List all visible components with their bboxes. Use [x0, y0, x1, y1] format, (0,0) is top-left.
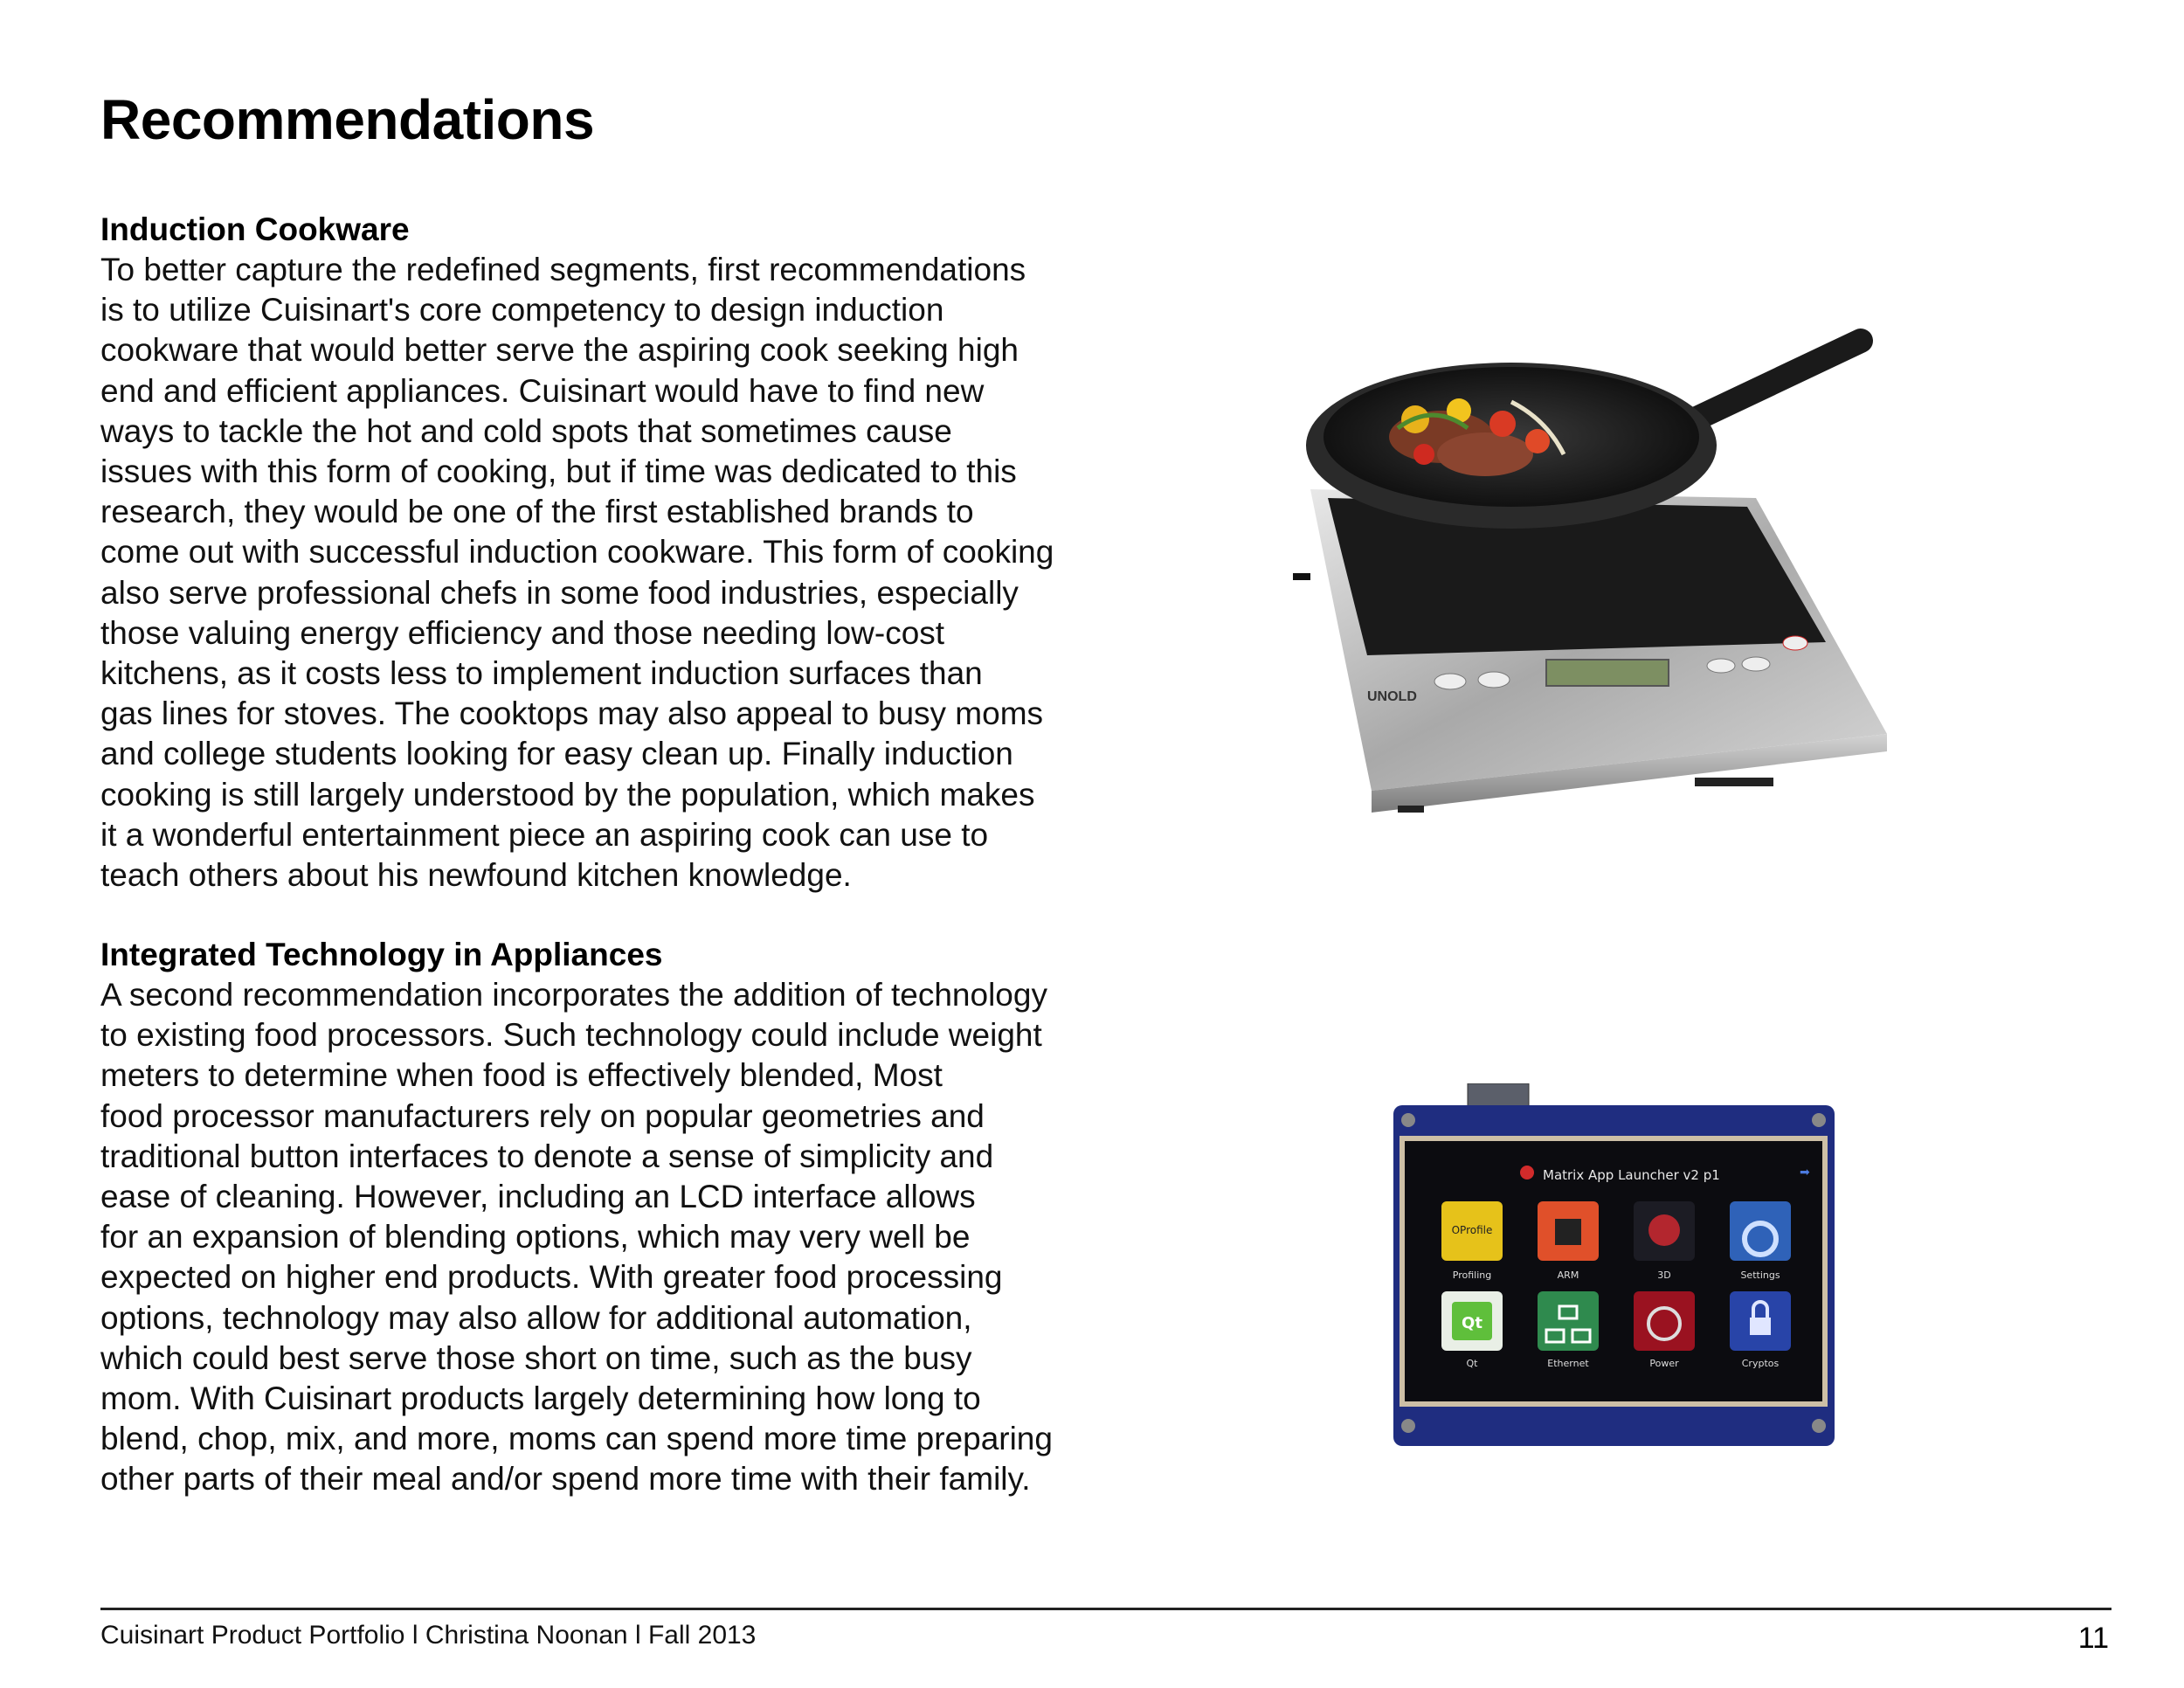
svg-text:3D: 3D [1657, 1269, 1671, 1281]
svg-text:Profiling: Profiling [1452, 1269, 1492, 1281]
svg-text:Qt: Qt [1462, 1314, 1482, 1332]
section-heading: Induction Cookware [100, 211, 410, 247]
section-body: To better capture the redefined segments, first recommendations is to utilize Cuisinart's core competency to design induction cookware that would better serve the aspiring cook seeking high end and efficient appliances. Cuisinart would have to find new ways to tackle the hot and cold spots that sometimes cause issues with this form of cooking, but if time was dedicated to this research, they would be one of the first established brands to come out with successful induction cookware. This form of cooking also serve professional chefs in some food industries, especially those valuing energy efficiency and those needing low-cost kitchens, as it costs less to implement induction surfaces than gas lines for stoves. The cooktops may also appeal to busy moms and college students looking for easy clean up. Finally induction cooking is still largely understood by the population, which makes it a wonderful entertainment piece an aspiring cook can use to teach others about his newfound kitchen knowledge. [100, 252, 1054, 894]
svg-text:Settings: Settings [1740, 1269, 1780, 1281]
page-title: Recommendations [100, 88, 595, 151]
app-launcher-title: Matrix App Launcher v2 p1 [1543, 1167, 1720, 1183]
svg-text:Ethernet: Ethernet [1547, 1358, 1589, 1369]
section-heading: Integrated Technology in Appliances [100, 937, 663, 972]
section-induction-cookware [100, 210, 1131, 896]
svg-text:➡: ➡ [1800, 1166, 1810, 1180]
svg-text:Cryptos: Cryptos [1741, 1358, 1780, 1369]
footer-divider [100, 1608, 2111, 1610]
svg-text:OProfile: OProfile [1451, 1224, 1493, 1236]
induction-cooktop-image [1284, 323, 1913, 813]
svg-text:Power: Power [1649, 1358, 1679, 1369]
section-integrated-technology [100, 935, 1131, 1500]
svg-text:ARM: ARM [1557, 1269, 1579, 1281]
page-number: 11 [2077, 1622, 2109, 1655]
cooktop-brand-label: UNOLD [1367, 689, 1417, 704]
section-body: A second recommendation incorporates the addition of technology to existing food processors. Such technology could include weight meters to determine when food is effectively blended, Most food processor manufacturers rely on popular geometries and traditional button interfaces to denote a sense of simplicity and ease of cleaning. However, including an LCD interface allows for an expansion of blending options, which may very well be expected on higher end products. With greater food processing options, technology may also allow for additional automation, which could best serve those short on time, such as the busy mom. With Cuisinart products largely determining how long to blend, chop, mix, and more, moms can spend more time preparing other parts of their meal and/or spend more time with their family. [100, 977, 1053, 1498]
lcd-interface-image [1389, 1083, 1843, 1450]
footer-text: Cuisinart Product Portfolio l Christina Noonan l Fall 2013 [100, 1621, 757, 1650]
svg-text:Qt: Qt [1466, 1358, 1478, 1369]
